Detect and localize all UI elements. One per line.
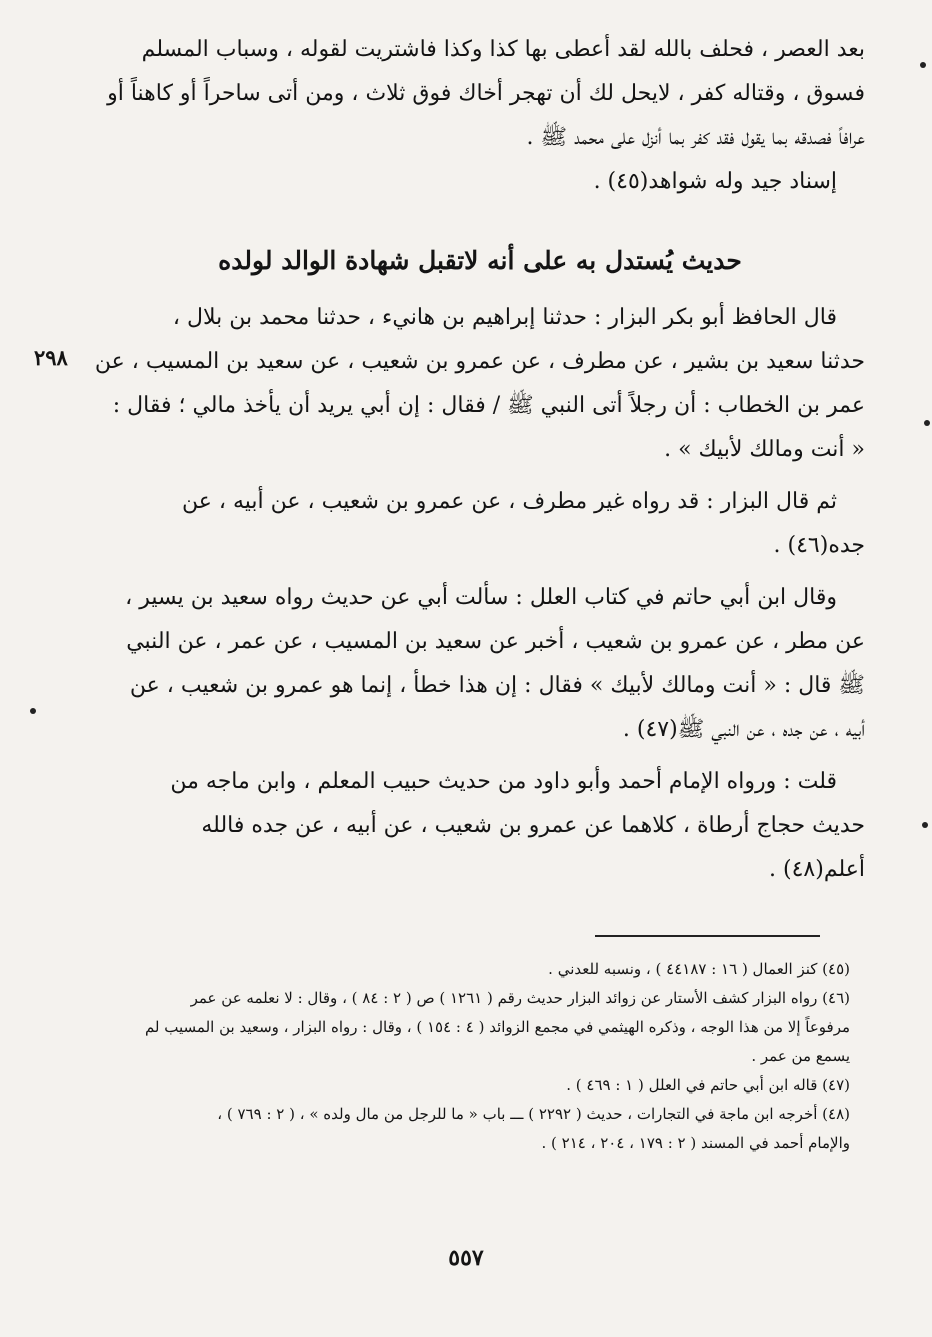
text-line: « أنت ومالك لأبيك » .	[664, 437, 865, 462]
text-line: أعلم(٤٨) .	[769, 857, 865, 882]
footnotes	[70, 955, 850, 1158]
text-line: قلت : ورواه الإمام أحمد وأبو داود من حديث حبيب المعلم ، وابن ماجه من	[170, 769, 837, 794]
text-line: بعد العصر ، فحلف بالله لقد أعطى بها كذا وكذا فاشتريت لقوله ، وسباب المسلم	[141, 37, 865, 62]
main-text	[95, 28, 865, 892]
scan-speck	[30, 708, 36, 714]
footnote-line: (٤٦) رواه البزار كشف الأستار عن زوائد البزار حديث رقم ( ١٢٦١ ) ص ( ٢ : ٨٤ ) ، وقال : لا نعلمه عن عمر	[190, 989, 850, 1007]
text-line: فسوق ، وقتاله كفر ، لايحل لك أن تهجر أخاك فوق ثلاث ، ومن أتى ساحراً أو كاهناً أو	[107, 81, 865, 106]
isnad-grade: إسناد جيد وله شواهد(٤٥) .	[593, 169, 837, 194]
text-line: حدثنا سعيد بن بشير ، عن مطرف ، عن عمرو بن شعيب ، عن سعيد بن المسيب ، عن	[95, 349, 865, 374]
text-line: عن مطر ، عن عمرو بن شعيب ، أخبر عن سعيد بن المسيب ، عن عمر ، عن النبي	[126, 629, 865, 654]
footnote-line: (٤٥) كنز العمال ( ١٦ : ٤٤١٨٧ ) ، ونسبه للعدني .	[548, 960, 850, 978]
text-line: قال الحافظ أبو بكر البزار : حدثنا إبراهيم بن هانيء ، حدثنا محمد بن بلال ،	[172, 305, 837, 330]
text-line: حديث حجاج أرطاة ، كلاهما عن عمرو بن شعيب ، عن أبيه ، عن جده فالله	[201, 813, 865, 838]
footnote-line: (٤٨) أخرجه ابن ماجة في التجارات ، حديث ( ٢٢٩٢ ) ـــ باب « ما للرجل من مال ولده » ، ( ٢ : ٧٦٩ ) ،	[217, 1105, 850, 1123]
footnote-divider	[595, 935, 820, 937]
text-line: وقال ابن أبي حاتم في كتاب العلل : سألت أبي عن حديث رواه سعيد بن يسير ،	[125, 585, 837, 610]
footnote-line: (٤٧) قاله ابن أبي حاتم في العلل ( ١ : ٤٦٩ ) .	[566, 1076, 850, 1094]
page-number: ٥٥٧	[448, 1245, 484, 1271]
text-line: ثم قال البزار : قد رواه غير مطرف ، عن عمرو بن شعيب ، عن أبيه ، عن	[182, 489, 837, 514]
text-line: عرافاً فصدقه بما يقول فقد كفر بما أنزل على محمد ﷺ .	[526, 125, 865, 150]
margin-page-number: ٢٩٨	[34, 345, 68, 370]
scan-speck	[922, 822, 928, 828]
text-line: أبيه ، عن جده ، عن النبي ﷺ(٤٧) .	[622, 717, 865, 742]
scan-speck	[924, 420, 930, 426]
text-line: عمر بن الخطاب : أن رجلاً أتى النبي ﷺ / فقال : إن أبي يريد أن يأخذ مالي ؛ فقال :	[112, 393, 865, 418]
section-heading: حديث يُستدل به على أنه لاتقبل شهادة الوالد لولده	[218, 246, 742, 275]
footnote-line: والإمام أحمد في المسند ( ٢ : ١٧٩ ، ٢٠٤ ، ٢١٤ ) .	[541, 1134, 850, 1152]
text-line: جده(٤٦) .	[773, 533, 865, 558]
text-line: ﷺ قال : « أنت ومالك لأبيك » فقال : إن هذا خطأ ، إنما هو عمرو بن شعيب ، عن	[129, 673, 865, 698]
scan-speck	[920, 62, 926, 68]
footnote-line: يسمع من عمر .	[751, 1047, 850, 1065]
footnote-line: مرفوعاً إلا من هذا الوجه ، وذكره الهيثمي في مجمع الزوائد ( ٤ : ١٥٤ ) ، وقال : رواه البزار ، وسعيد بن المسيب لم	[144, 1018, 850, 1036]
